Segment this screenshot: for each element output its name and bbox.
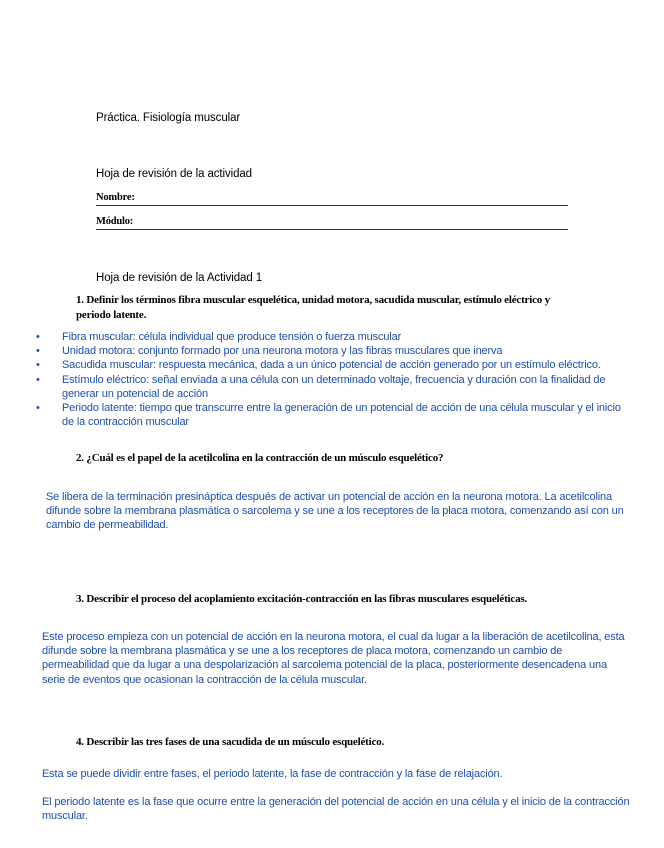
answer-3: Este proceso empieza con un potencial de acción en la neurona motora, el cual da lugar a la liberación de acetilcolina, esta difunde sobre la membrana plasmática y se une a los receptores de placa motora, comenzando un cambio de permeabilidad que da lugar a una despolarización al sarcolema potencial de la placa, posteriormente desencadena una serie de eventos que ocasionan la contracción de la célula muscular. bbox=[42, 631, 625, 686]
answer-4-part-2: El periodo latente es la fase que ocurre entre la generación del potencial de acción en una célula y el inicio de la contracción muscular. bbox=[42, 796, 630, 823]
list-item: • Unidad motora: conjunto formado por una neurona motora y las fibras musculares que inerva bbox=[36, 345, 503, 358]
practice-title: Práctica. Fisiología muscular bbox=[96, 112, 241, 124]
answer-4-part-1: Esta se puede dividir entre fases, el periodo latente, la fase de contracción y la fase de relajación. bbox=[42, 768, 503, 780]
name-field-line[interactable] bbox=[96, 205, 568, 206]
question-2 bbox=[76, 452, 596, 464]
list-item: • Fibra muscular: célula individual que produce tensión o fuerza muscular bbox=[36, 331, 402, 343]
sheet-title: Hoja de revisión de la actividad bbox=[96, 168, 252, 180]
question-number: 3. bbox=[76, 593, 84, 605]
name-label: Nombre: bbox=[96, 192, 135, 203]
question-text: ¿Cuál es el papel de la acetilcolina en la contracción de un músculo esquelético? bbox=[86, 452, 444, 464]
question-number: 1. bbox=[76, 294, 84, 306]
question-text: Describir las tres fases de una sacudida de un músculo esquelético. bbox=[86, 736, 384, 748]
question-text: Describir el proceso del acoplamiento excitación-contracción en las fibras musculares esqueléticas. bbox=[86, 593, 528, 605]
question-1 bbox=[76, 293, 574, 322]
list-item: • Periodo latente: tiempo que transcurre entre la generación de un potencial de acción de una célula muscular y el inicio de la contracción muscular bbox=[36, 402, 621, 429]
answer-1-list bbox=[34, 330, 624, 429]
question-text: Definir los términos fibra muscular esquelética, unidad motora, sacudida muscular, estímulo eléctrico y periodo latente. bbox=[76, 294, 550, 321]
question-number: 4. bbox=[76, 736, 84, 748]
question-number: 2. bbox=[76, 452, 84, 464]
list-item: • Estímulo eléctrico: señal enviada a una célula con un determinado voltaje, frecuencia y duración con la finalidad de generar un potencial de acción bbox=[36, 373, 606, 400]
list-item: • Sacudida muscular: respuesta mecánica, dada a un único potencial de acción generado por un estímulo eléctrico. bbox=[36, 359, 601, 372]
question-3 bbox=[76, 593, 616, 605]
module-field-line[interactable] bbox=[96, 229, 568, 230]
module-label: Módulo: bbox=[96, 216, 134, 227]
answer-2: Se libera de la terminación presináptica después de activar un potencial de acción en la neurona motora. La acetilcolina difunde sobre la membrana plasmática o sarcolema y se une a los receptores de la placa motora, comenzando así con un cambio de permeabilidad. bbox=[46, 491, 624, 532]
question-4 bbox=[76, 736, 596, 748]
activity1-title: Hoja de revisión de la Actividad 1 bbox=[96, 272, 263, 284]
